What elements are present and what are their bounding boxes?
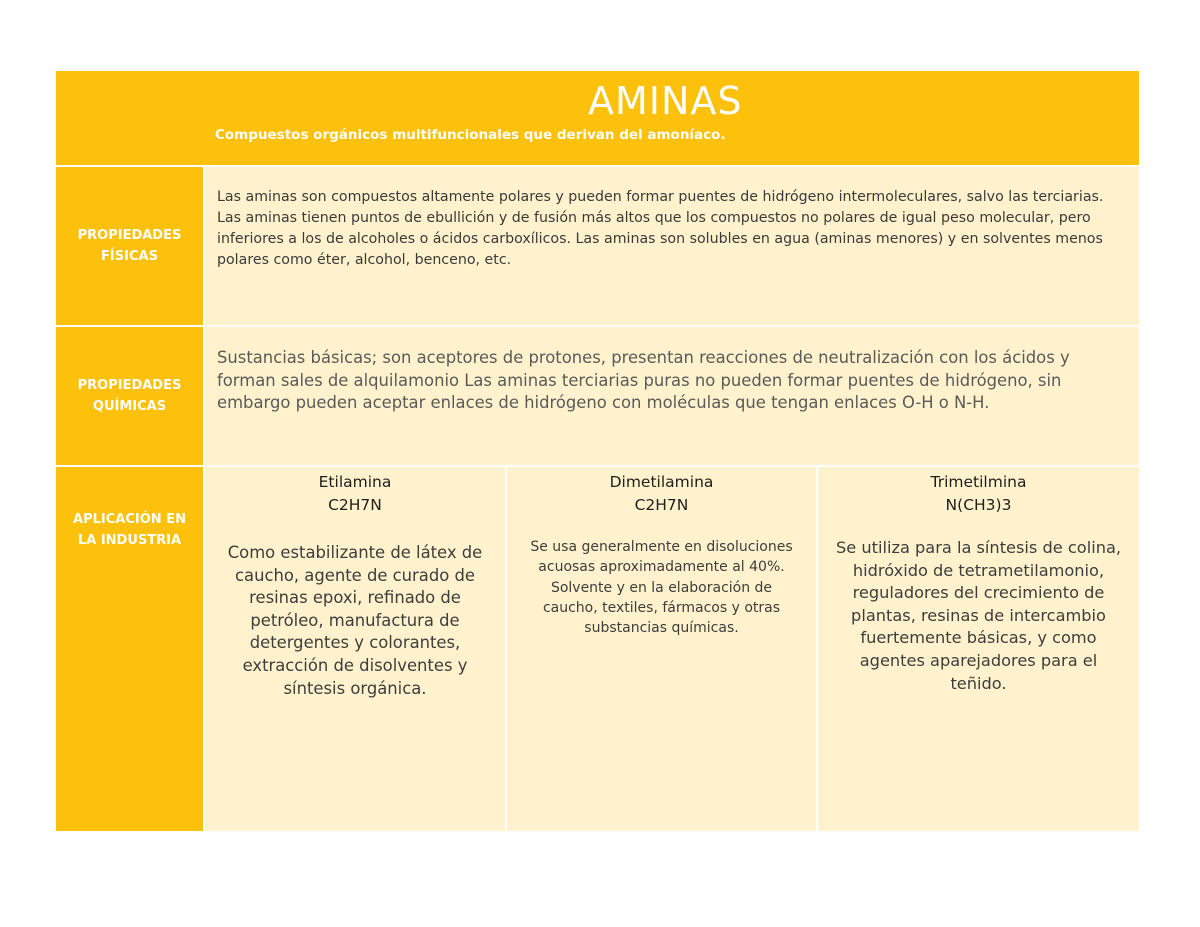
application-description: Se usa generalmente en disoluciones acuosas aproximadamente al 40%. Solvente y en la elaboración de caucho, textiles, fármacos y otras substancias químicas. — [530, 539, 793, 637]
application-formula: N(CH3)3 — [945, 496, 1012, 514]
application-col-etilamina — [205, 467, 505, 831]
page-title: AMINAS — [588, 79, 743, 123]
row-label-fisicas — [56, 167, 203, 325]
page-subtitle: Compuestos orgánicos multifuncionales que derivan del amoníaco. — [215, 127, 726, 143]
application-description: Se utiliza para la síntesis de colina, hidróxido de tetrametilamonio, reguladores del crecimiento de plantas, resinas de intercambio fuertemente básicas, y como agentes aparejadores para el teñido. — [835, 538, 1122, 693]
application-description: Como estabilizante de látex de caucho, agente de curado de resinas epoxi, refinado de petróleo, manufactura de detergentes y colorantes, extracción de disolventes y síntesis orgánica. — [227, 543, 483, 698]
application-formula: C2H7N — [634, 496, 689, 514]
application-name: Etilamina — [318, 473, 392, 491]
application-col-dimetilamina — [507, 467, 816, 831]
row-label-aplicacion — [56, 467, 203, 831]
row-content-quimicas — [205, 327, 1139, 465]
application-formula: C2H7N — [328, 496, 382, 514]
fisicas-text: Las aminas son compuestos altamente polares y pueden formar puentes de hidrógeno intermoleculares, salvo las terciarias. Las aminas tienen puntos de ebullición y de fusión más altos que los compuestos no polares de igual peso molecular, pero inferiores a los de alcoholes o ácidos carboxílicos. Las aminas son solubles en agua (aminas menores) y en solventes menos polares como éter, alcohol, benceno, etc. — [217, 189, 1104, 268]
aminas-table — [56, 71, 1139, 831]
table-header — [56, 71, 1139, 165]
row-label-fisicas-text: PROPIEDADES FÍSICAS — [77, 228, 182, 264]
application-name: Trimetilmina — [930, 473, 1027, 491]
row-content-fisicas — [205, 167, 1139, 325]
application-col-trimetilmina — [818, 467, 1139, 831]
quimicas-text: Sustancias básicas; son aceptores de protones, presentan reacciones de neutralización con los ácidos y forman sales de alquilamonio Las aminas terciarias puras no pueden formar puentes de hidrógeno, sin embargo pueden aceptar enlaces de hidrógeno con moléculas que tengan enlaces O-H o N-H. — [217, 348, 1070, 412]
application-name: Dimetilamina — [609, 473, 714, 491]
row-label-quimicas-text: PROPIEDADES QUÍMICAS — [77, 378, 182, 414]
row-label-quimicas — [56, 327, 203, 465]
row-label-aplicacion-text: APLICACIÓN EN LA INDUSTRIA — [73, 512, 186, 548]
